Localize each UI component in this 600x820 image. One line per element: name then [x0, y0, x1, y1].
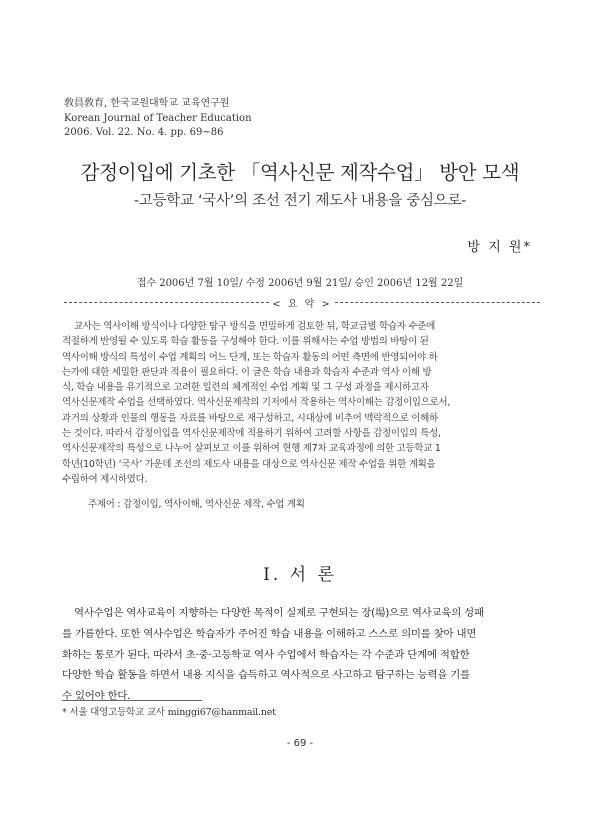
abstract-body [62, 319, 542, 487]
paper-title: 감정이입에 기초한 「역사신문 제작수업」 방안 모색 [80, 161, 520, 184]
abstract-line: 는가에 대한 세밀한 판단과 적용이 필요하다. 이 글은 학습 내용과 학습자 수준과 역사 이해 방 [62, 366, 432, 378]
page-number: - 69 - [286, 738, 314, 749]
abstract-line: 식, 학습 내용을 유기적으로 고려한 일련의 체계적인 수업 계획 및 그 구성 과정을 제시하고자 [62, 382, 429, 394]
submission-dates: 접수 2006년 7월 10일/ 수정 2006년 9월 21일/ 승인 2006년 12월 22일 [136, 278, 464, 289]
abstract-line: 는 것이다. 따라서 감정이입을 역사신문제작에 적용하기 위하여 고려할 사항을 감정이입의 특성, [62, 428, 441, 440]
abstract-heading [62, 295, 542, 309]
body-line: 수 있어야 한다. [62, 690, 131, 703]
author-name: 방 지 원* [467, 240, 532, 255]
footnote-email: minggi67@hanmail.net [167, 707, 276, 718]
dashed-rule-right [335, 302, 540, 303]
body-paragraph [62, 603, 544, 707]
abstract-line: 수립하여 제시하였다. [62, 473, 148, 485]
journal-english-name: Korean Journal of Teacher Education [64, 112, 252, 124]
footnote [62, 704, 276, 718]
keywords: 주제어 : 감정이입, 역사이해, 역사신문 제작, 수업 계획 [88, 499, 305, 510]
abstract-line: 역사이해 방식의 특성이 수업 계획의 어느 단계, 또는 학습자 활동의 어떤 측면에 반영되어야 하 [62, 351, 438, 363]
abstract-line: 학년(10학년) ‘국사’ 가운데 조선의 제도사 내용을 대상으로 역사신문 제작 수업을 위한 계획을 [62, 458, 436, 470]
abstract-line: 역사신문제작의 특성으로 나누어 살펴보고 이를 위하여 현행 제7차 교육과정에 의한 고등학교 1 [62, 443, 441, 455]
footnote-affiliation: * 서울 대영고등학교 교사 [62, 707, 165, 718]
footnote-rule [62, 700, 202, 701]
journal-header [64, 97, 252, 141]
body-line: 를 가름한다. 또한 역사수업은 학습자가 주어진 학습 내용을 이해하고 스스로 의미를 찾아 내면 [62, 627, 477, 640]
abstract-line: 과거의 상황과 인물의 행동을 자료를 바탕으로 재구성하고, 시대상에 비추어 맥락적으로 이해하 [62, 412, 438, 424]
body-line: 다양한 학습 활동을 하면서 내용 지식을 습득하고 역사적으로 사고하고 탐구하는 능력을 기를 [62, 669, 470, 682]
body-line: 역사수업은 역사교육이 지향하는 다양한 목적이 실제로 구현되는 장(場)으로 역사교육의 성패 [74, 607, 484, 619]
abstract-heading-label: < 요 약 > [272, 299, 332, 310]
abstract-line: 교사는 역사이해 방식이나 다양한 탐구 방식을 면밀하게 검토한 뒤, 학교급별 학습자 수준에 [74, 321, 436, 332]
paper-subtitle: -고등학교 ‘국사’의 조선 전기 제도사 내용을 중심으로- [133, 193, 467, 209]
journal-volume-info: 2006. Vol. 22. No. 4. pp. 69~86 [64, 127, 224, 138]
body-line: 화하는 통로가 된다. 따라서 초·중·고등학교 역사 수업에서 학습자는 각 수준과 단계에 적합한 [62, 648, 470, 661]
abstract-line: 역사신문제작 수업을 선택하였다. 역사신문제작의 기저에서 작용하는 역사이해는 감정이입으로서, [62, 397, 451, 409]
section-heading: Ⅰ. 서 론 [263, 565, 337, 585]
abstract-line: 적절하게 반영될 수 있도록 학습 활동을 구성해야 한다. 이를 위해서는 수업 방법의 바탕이 된 [62, 336, 429, 348]
journal-name: 敎員敎育, 한국교원대학교 교육연구원 [64, 98, 230, 109]
